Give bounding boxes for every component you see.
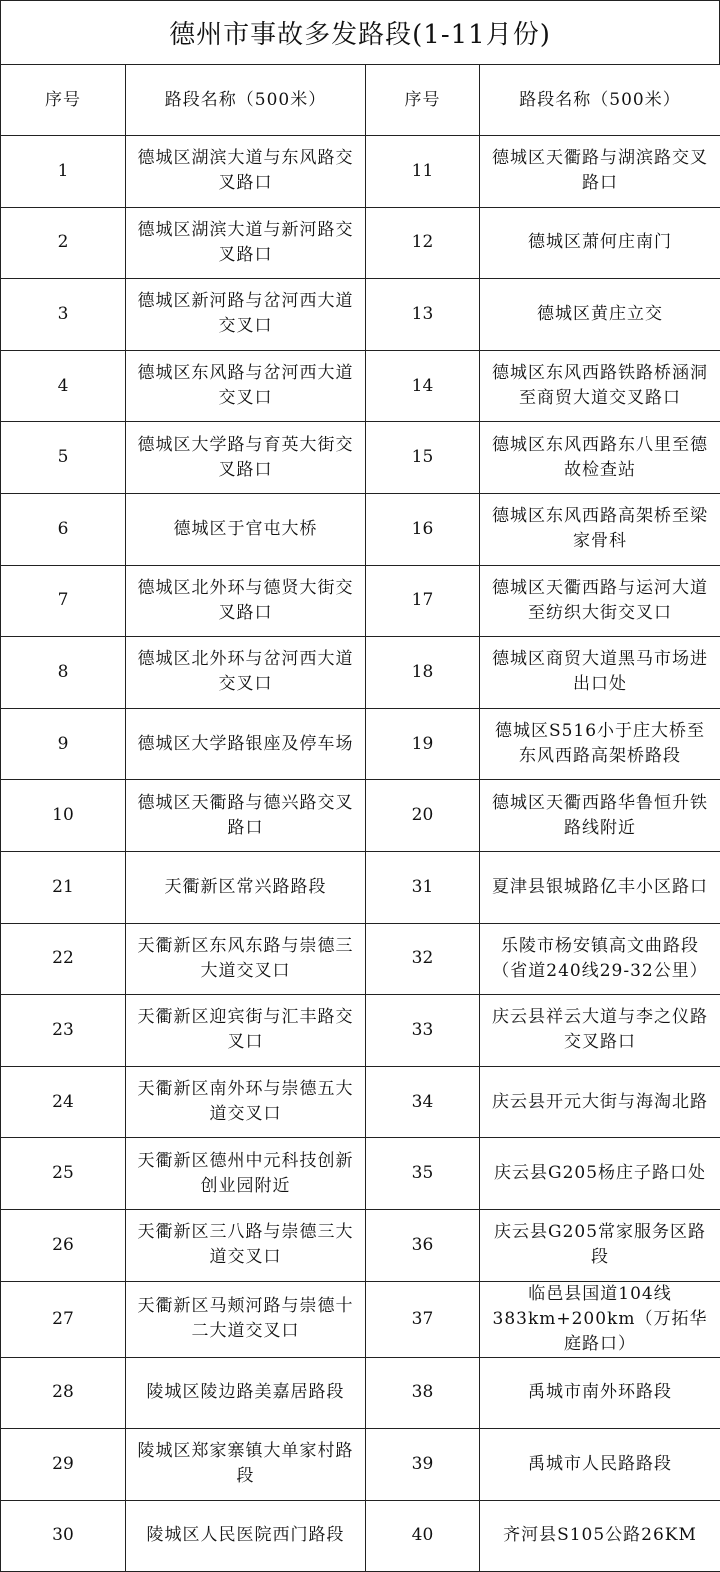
row-name-left: 德城区大学路与育英大街交叉路口 <box>126 422 366 494</box>
row-seq-right: 11 <box>366 136 480 208</box>
row-name-left: 德城区北外环与岔河西大道交叉口 <box>126 637 366 709</box>
row-name-right: 德城区东风西路东八里至德故检查站 <box>480 422 720 494</box>
row-name-right: 庆云县祥云大道与李之仪路交叉路口 <box>480 995 720 1067</box>
table-row <box>1 1066 720 1138</box>
row-seq-right: 32 <box>366 923 480 995</box>
row-seq-left: 26 <box>1 1209 126 1281</box>
row-name-right: 齐河县S105公路26KM <box>480 1500 720 1572</box>
row-seq-left: 30 <box>1 1500 126 1572</box>
row-name-right: 禹城市人民路路段 <box>480 1429 720 1501</box>
row-seq-right: 17 <box>366 565 480 637</box>
row-name-right: 庆云县G205杨庄子路口处 <box>480 1138 720 1210</box>
row-seq-left: 3 <box>1 279 126 351</box>
row-name-right: 夏津县银城路亿丰小区路口 <box>480 851 720 923</box>
row-name-left: 天衢新区德州中元科技创新创业园附近 <box>126 1138 366 1210</box>
row-seq-right: 34 <box>366 1066 480 1138</box>
table-row <box>1 995 720 1067</box>
row-name-left: 天衢新区常兴路路段 <box>126 851 366 923</box>
row-seq-right: 37 <box>366 1281 480 1357</box>
row-seq-right: 13 <box>366 279 480 351</box>
row-seq-right: 12 <box>366 207 480 279</box>
table-header-row <box>1 65 720 136</box>
row-seq-left: 24 <box>1 1066 126 1138</box>
row-seq-left: 4 <box>1 350 126 422</box>
row-name-right: 德城区东风西路高架桥至梁家骨科 <box>480 493 720 565</box>
accident-road-table <box>0 64 720 1572</box>
row-name-right: 德城区东风西路铁路桥涵洞至商贸大道交叉路口 <box>480 350 720 422</box>
row-name-right: 禹城市南外环路段 <box>480 1357 720 1429</box>
table-row <box>1 1281 720 1357</box>
row-name-left: 天衢新区南外环与崇德五大道交叉口 <box>126 1066 366 1138</box>
row-name-right: 临邑县国道104线383km+200km（万拓华庭路口） <box>480 1281 720 1357</box>
row-seq-left: 27 <box>1 1281 126 1357</box>
row-name-left: 德城区北外环与德贤大街交叉路口 <box>126 565 366 637</box>
row-name-left: 德城区湖滨大道与新河路交叉路口 <box>126 207 366 279</box>
row-seq-left: 2 <box>1 207 126 279</box>
row-seq-right: 19 <box>366 708 480 780</box>
row-name-left: 天衢新区东风东路与崇德三大道交叉口 <box>126 923 366 995</box>
row-name-right: 庆云县开元大街与海淘北路 <box>480 1066 720 1138</box>
table-row <box>1 422 720 494</box>
row-name-left: 天衢新区三八路与崇德三大道交叉口 <box>126 1209 366 1281</box>
table-row <box>1 565 720 637</box>
header-seq-right: 序号 <box>366 65 480 136</box>
table-row <box>1 851 720 923</box>
table-row <box>1 1429 720 1501</box>
row-seq-left: 25 <box>1 1138 126 1210</box>
row-seq-left: 10 <box>1 780 126 852</box>
document-title: 德州市事故多发路段(1-11月份) <box>0 0 720 64</box>
table-row <box>1 1500 720 1572</box>
header-name-left: 路段名称（500米） <box>126 65 366 136</box>
row-name-left: 陵城区陵边路美嘉居路段 <box>126 1357 366 1429</box>
row-name-right: 德城区天衢西路与运河大道至纺织大街交叉口 <box>480 565 720 637</box>
header-name-right: 路段名称（500米） <box>480 65 720 136</box>
row-name-left: 德城区新河路与岔河西大道交叉口 <box>126 279 366 351</box>
row-name-right: 庆云县G205常家服务区路段 <box>480 1209 720 1281</box>
table-row <box>1 780 720 852</box>
row-seq-right: 39 <box>366 1429 480 1501</box>
row-seq-left: 6 <box>1 493 126 565</box>
row-seq-right: 18 <box>366 637 480 709</box>
row-seq-right: 14 <box>366 350 480 422</box>
row-seq-left: 7 <box>1 565 126 637</box>
row-name-right: 德城区天衢路与湖滨路交叉路口 <box>480 136 720 208</box>
table-row <box>1 1138 720 1210</box>
table-row <box>1 136 720 208</box>
row-seq-right: 31 <box>366 851 480 923</box>
table-row <box>1 350 720 422</box>
row-name-left: 陵城区郑家寨镇大单家村路段 <box>126 1429 366 1501</box>
row-seq-right: 35 <box>366 1138 480 1210</box>
row-name-left: 德城区大学路银座及停车场 <box>126 708 366 780</box>
row-name-left: 天衢新区马颊河路与崇德十二大道交叉口 <box>126 1281 366 1357</box>
table-row <box>1 637 720 709</box>
header-seq-left: 序号 <box>1 65 126 136</box>
row-name-left: 天衢新区迎宾街与汇丰路交叉口 <box>126 995 366 1067</box>
row-name-left: 德城区湖滨大道与东风路交叉路口 <box>126 136 366 208</box>
row-seq-left: 29 <box>1 1429 126 1501</box>
row-seq-right: 40 <box>366 1500 480 1572</box>
table-row <box>1 279 720 351</box>
row-seq-left: 21 <box>1 851 126 923</box>
row-name-left: 德城区于官屯大桥 <box>126 493 366 565</box>
row-seq-left: 1 <box>1 136 126 208</box>
table-row <box>1 923 720 995</box>
row-name-right: 德城区黄庄立交 <box>480 279 720 351</box>
row-seq-right: 15 <box>366 422 480 494</box>
row-name-right: 德城区S516小于庄大桥至东风西路高架桥路段 <box>480 708 720 780</box>
table-row <box>1 207 720 279</box>
row-name-left: 陵城区人民医院西门路段 <box>126 1500 366 1572</box>
table-row <box>1 1209 720 1281</box>
row-name-right: 德城区商贸大道黑马市场进出口处 <box>480 637 720 709</box>
row-seq-left: 8 <box>1 637 126 709</box>
row-seq-left: 23 <box>1 995 126 1067</box>
row-name-left: 德城区天衢路与德兴路交叉路口 <box>126 780 366 852</box>
row-seq-left: 5 <box>1 422 126 494</box>
row-seq-left: 22 <box>1 923 126 995</box>
row-seq-right: 33 <box>366 995 480 1067</box>
row-seq-right: 36 <box>366 1209 480 1281</box>
row-name-right: 德城区天衢西路华鲁恒升铁路线附近 <box>480 780 720 852</box>
table-row <box>1 1357 720 1429</box>
row-seq-left: 9 <box>1 708 126 780</box>
row-seq-right: 16 <box>366 493 480 565</box>
row-name-right: 乐陵市杨安镇高文曲路段（省道240线29-32公里） <box>480 923 720 995</box>
row-name-left: 德城区东风路与岔河西大道交叉口 <box>126 350 366 422</box>
table-row <box>1 493 720 565</box>
table-row <box>1 708 720 780</box>
row-seq-right: 20 <box>366 780 480 852</box>
row-seq-left: 28 <box>1 1357 126 1429</box>
row-seq-right: 38 <box>366 1357 480 1429</box>
row-name-right: 德城区萧何庄南门 <box>480 207 720 279</box>
